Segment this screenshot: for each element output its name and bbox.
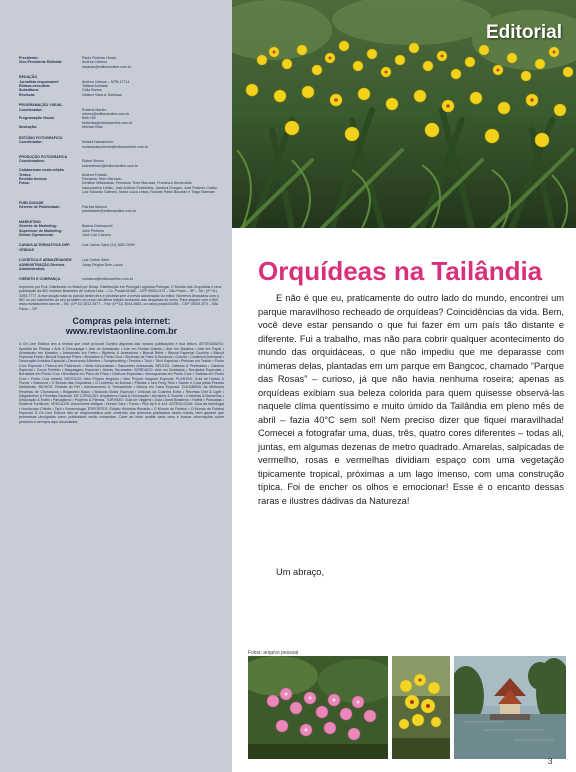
- section-title: Editorial: [485, 22, 562, 43]
- masthead-role: Ilustração:: [19, 125, 38, 130]
- yellow-orchid-photo: [392, 656, 450, 759]
- masthead-name: Jussy Regina Dele Lucca: [82, 262, 123, 267]
- masthead-name: moisesnascimento@editoraonline.com.br: [82, 144, 148, 149]
- masthead-name: cobranca@editoraonline.com.br: [82, 277, 133, 282]
- masthead-name: Rubens Martim: [82, 107, 107, 112]
- buy-online-url[interactable]: www.revistaonline.com.br: [65, 326, 178, 337]
- thai-pavilion-lake-photo: [454, 656, 566, 759]
- masthead-role: PRODUÇÃO FOTOGRÁFICA: [19, 154, 68, 159]
- article-signoff: Um abraço,: [276, 567, 325, 577]
- masthead-role: REDAÇÃO: [19, 75, 38, 80]
- masthead-role: ADMINISTRAÇÃO Diretora Administrativa:: [19, 262, 65, 272]
- masthead-role: Gerente de Publicidade:: [19, 204, 61, 209]
- masthead-name: Moisés Nascimento: [82, 140, 114, 145]
- masthead-name: rubens@editoraonline.com.br: [82, 112, 130, 117]
- masthead-role: [19, 145, 82, 149]
- masthead-name: elainesimoni@editoraonline.com.br: [82, 163, 139, 168]
- yellow-orchid-illustration: [392, 656, 450, 759]
- masthead-row: [19, 93, 232, 97]
- masthead-role: [19, 209, 82, 213]
- masthead-name: Tatiana Andrade: [82, 84, 108, 89]
- masthead-role: Diretor Operacional:: [19, 233, 54, 237]
- masthead-name: betheliza@editoraonline.com.br: [82, 120, 133, 125]
- masthead-role: [19, 65, 82, 69]
- masthead-name: Elaine Simoni: [82, 159, 104, 164]
- imprint-text: Impresso por Prol. Distribuído no Brasil por Dinap. Distribuição em Portugal Logística Portugal. O Mundo das Orquídeas é uma publicação da IBC Instituto Brasileiro de Cultura Ltda. – Cx. Postal 61085 – CEP 05001-970 – São Paulo – SP – Tel.: (0**11) 3393-7777. A reprodução total ou parcial desta obra é proibida sem a prévia autorização do editor. Números Atrasados com o IBC ou por intermédio do seu jornaleiro ao preço da última edição acrescido das despesas de envio. Para adquirir com o IBC: www.revistaonline.com.br – Tel.: (0**11) 3512-9477 – Fax: (0**11) 3044-6683, ou caixa postal 61085 – CEP 05001-970 – São Paulo – SP.: [19, 284, 222, 311]
- masthead-row: [19, 263, 232, 272]
- buy-online-label: Compras pela internet:: [72, 316, 171, 327]
- masthead-name: Celia Bartos: [82, 88, 102, 93]
- masthead-role: Coordenador:: [19, 107, 43, 112]
- masthead-role: CRÉDITO E COBRANÇA: [19, 277, 61, 282]
- masthead-name: redacao@editoraonline.com.br: [82, 64, 132, 69]
- article-paragraph: E não é que eu, praticamente do outro lado do mundo, encontrei um parque maravilhoso recheado de orquídeas? Coincidências da vida. Bem, você deve estar pensando o que fui fazer em um país tão distante e diferente. Fui a trabalho, mas não para cobrir qualquer acontecimento do mundo das orquidáceas, o que não impediu que me deparasse com inúmeras delas, plantadas em um parque em Bangcoc, chamado “Parque das Rosas” – curioso, já que não havia nenhuma roseira; apenas as orquídeas exibiam sua beleza colorida para quem quisesse observá-las naquele clima quentíssimo e muito úmido da Tailândia em pleno mês de abril – fazia 40°C sem sol! Nem preciso dizer que fiquei maravilhada! Comecei a fotografar uma, duas, três, quatro cores diferentes – todas ali, juntas, em algumas dezenas de metro quadrado. Amarelas, salpicadas de vermelho, rosas e vermelhas dividiam espaço com uma vegetação tipicamente tropical, próximas a um lago imenso, com uma construção típica. Foi de encher os olhos e emocionar! Esse é o encanto dessas raras e ilustres dádivas da Natureza!: [258, 293, 564, 506]
- masthead-name: Bianca Greenacchi: [82, 224, 113, 229]
- masthead-column: [0, 0, 232, 772]
- pink-orchid-photo: [248, 656, 388, 759]
- masthead-role: ESTÚDIO FOTOGRÁFICO: [19, 135, 63, 140]
- masthead-name: Michael Braz: [82, 125, 103, 130]
- masthead-name: Patrícia Manoni: [82, 204, 107, 209]
- publications-index: A On Line Editora tem a revista que você procura! Confira algumas das nossas publicações e boa leitura. ARTESANATO: Apostila de Pintura • Arte & Decoupage • Arte do Artesanato • Arte em Festas Infantis • Arte em Madeira • Arte em Papel • Artesanato em Mosaico • Artesanato em Feltro • Bijuteria & Acessórios • Biscuit Bebê • Biscuit Especial Cozinha • Biscuit Especial Festa • Biscuit Especial Potes • Bordados & Ponto Cruz • Bonecas de Pano & Bonecos • Crochê • Cerâmica Artesanal • Decoração Artística Especial • Decorando Alfinetes • Scrapbooking • Tecidos • Tricô • Tricô Especial • Pinturas em Tecido • Ponto Cruz Especial • Pintura em Patchwork • Velas Decorativas • Sabonetes Artesanais. BELEZA: Cabelos & Penteados • Cabelos Especial • Corpo Perfeito • Maquiagem Especial • Unhas Decoradas. BORDADO: Arte em Bordados • Bordados Especiais • Bordados em Ponto Cruz • Bordados em Pano de Prato • Gráficos Especiais • Monogramas em Ponto Cruz • Toalhas em Ponto Cruz • Ponto Cruz Infantil. NEGÓCIO: Meu Próprio Negócio • Meu Próprio Negócio Especial. PLANTAS: Guia de Hortas & Pomar • Natureza • O Mundo das Orquídeas • O Universo do Bonsai • Plantas e seu Feng Shui • Saúde e Cura pelas Plantas Medicinais. BICHOS: Revista do Pet • Adestramento & Treinamento • Bichos em Casa Especial. CULINÁRIA: As Melhores Receitas de Churrascos • Brigadeiro Bolos • Bolando Bolos Especial • Delícias da Cozinha Extra • Receitas Diet & Light • Salgadinhos & Receitas Especial. DE CORAÇÃO: Arquitetura Casa & Decoração • Armários & Closets • Cozinhas & Banheiros • Decoração & Estilo • Paisagismo • Projetos & Plantas. TURISMO: Guia de Viagens • Guia Litoral Brasileiro • Hotéis • Pousadas • Roteiros Turísticos. VEÍCULOS: Automóveis Antigos • Dream Cars • Fusca • Pick Up's & 4x4. ASTROLOGIA: Guia da Astrologia • Horóscopo Chinês • Tarô • Numerologia. ESPORTES: Edição Histórica Ronaldo • O Mundo do Futebol • O Mundo do Futebol Especial. A On Line Editora não se responsabiliza pelo conteúdo dos anúncios publicados nesta revista, bem garante que promessas divulgadas como publicidade serão cumpridas. Cabe ao leitor avaliar cada caso e buscar informações sobre produtos e serviços aqui anunciados.: [19, 342, 224, 424]
- article-title: Orquídeas na Tailândia: [258, 256, 543, 286]
- masthead-row: [19, 277, 232, 281]
- masthead-role: MARKETING: [19, 219, 41, 224]
- masthead-role: [19, 186, 82, 195]
- buy-online-box: [19, 316, 224, 336]
- pavilion-illustration: [454, 656, 566, 759]
- masthead-role: Vice-Presidente Editorial:: [19, 60, 63, 65]
- masthead-role: Presidente:: [19, 56, 39, 60]
- page-number: 3: [548, 757, 553, 766]
- masthead-role: Textos:: [19, 172, 32, 177]
- masthead-role: Subeditora:: [19, 88, 39, 93]
- masthead-role: Fotos:: [19, 181, 30, 186]
- masthead-row: [19, 145, 232, 149]
- masthead-name: Denilton Wikiarakas, Fernando Terre Marozan, Francisco Deusivaldo: [82, 181, 192, 186]
- masthead-credits: [19, 56, 232, 282]
- masthead-row: [19, 233, 232, 237]
- masthead-role: LOGÍSTICA E ARMAZENAGEM: [19, 258, 72, 263]
- masthead-name: Luiz Carlos Sane: [82, 258, 110, 263]
- masthead-role: PUBLICIDADE: [19, 200, 44, 205]
- masthead-name: Andrea Calmon: [82, 60, 107, 65]
- masthead-role: Revisão técnica:: [19, 176, 48, 181]
- hero-orchid-photo: [232, 0, 576, 228]
- pink-orchid-illustration: [248, 656, 388, 759]
- masthead-name: Luiz Carlos Sane (11) 3687-0099: [82, 243, 135, 248]
- masthead-role: Coordenadora:: [19, 159, 45, 164]
- masthead-name: Vasconcelos Leitão, José Antônio Endofoletz, Janaína Dungan, José Roberto Cortez, Luiz Eduardo Salmeio, Maria Luiza Lessa, Rodolfo Pablo Bocardo e Tiago Estevam: [82, 185, 218, 195]
- masthead-name: publicidade@editoraonline.com.br: [82, 209, 137, 214]
- masthead-role: Programação Visual:: [19, 116, 55, 121]
- masthead-role: CANAIS ALTERNATIVOS DEP. VENDAS: [19, 243, 70, 252]
- masthead-name: Helaine Nara A. Barbosa: [82, 92, 122, 97]
- article-body: [258, 292, 564, 508]
- masthead-name: Fernando Terre Marozan: [82, 176, 122, 181]
- masthead-role: Colaboraram nesta edição: [19, 168, 64, 173]
- masthead-name: Andrea Calmon – MTB 47714: [82, 79, 130, 84]
- masthead-role: Coordenador:: [19, 140, 43, 145]
- masthead-role: Jornalista responsável:: [19, 79, 60, 84]
- masthead-role: PROGRAMAÇÃO VISUAL: [19, 103, 63, 108]
- masthead-role: Revisora:: [19, 92, 36, 97]
- masthead-name: José Luiz Cazorro: [82, 233, 111, 237]
- photo-credit: Fotos: arquivo pessoal: [248, 650, 299, 656]
- masthead-name: Beth Nill: [82, 116, 96, 121]
- masthead-role: Editora-executiva:: [19, 84, 51, 89]
- masthead-row: [19, 186, 232, 195]
- masthead-role: Supervisor de Marketing:: [19, 228, 63, 233]
- masthead-row: [19, 209, 232, 213]
- masthead-role: Gerente de Marketing:: [19, 224, 57, 229]
- masthead-name: Andrea Furtado: [82, 172, 107, 177]
- masthead-name: Jane Pinheiro: [82, 228, 104, 233]
- masthead-name: Paulo Roberto Houch: [82, 56, 117, 60]
- masthead-row: [19, 65, 232, 69]
- masthead-row: [19, 243, 232, 252]
- masthead-row: [19, 125, 232, 129]
